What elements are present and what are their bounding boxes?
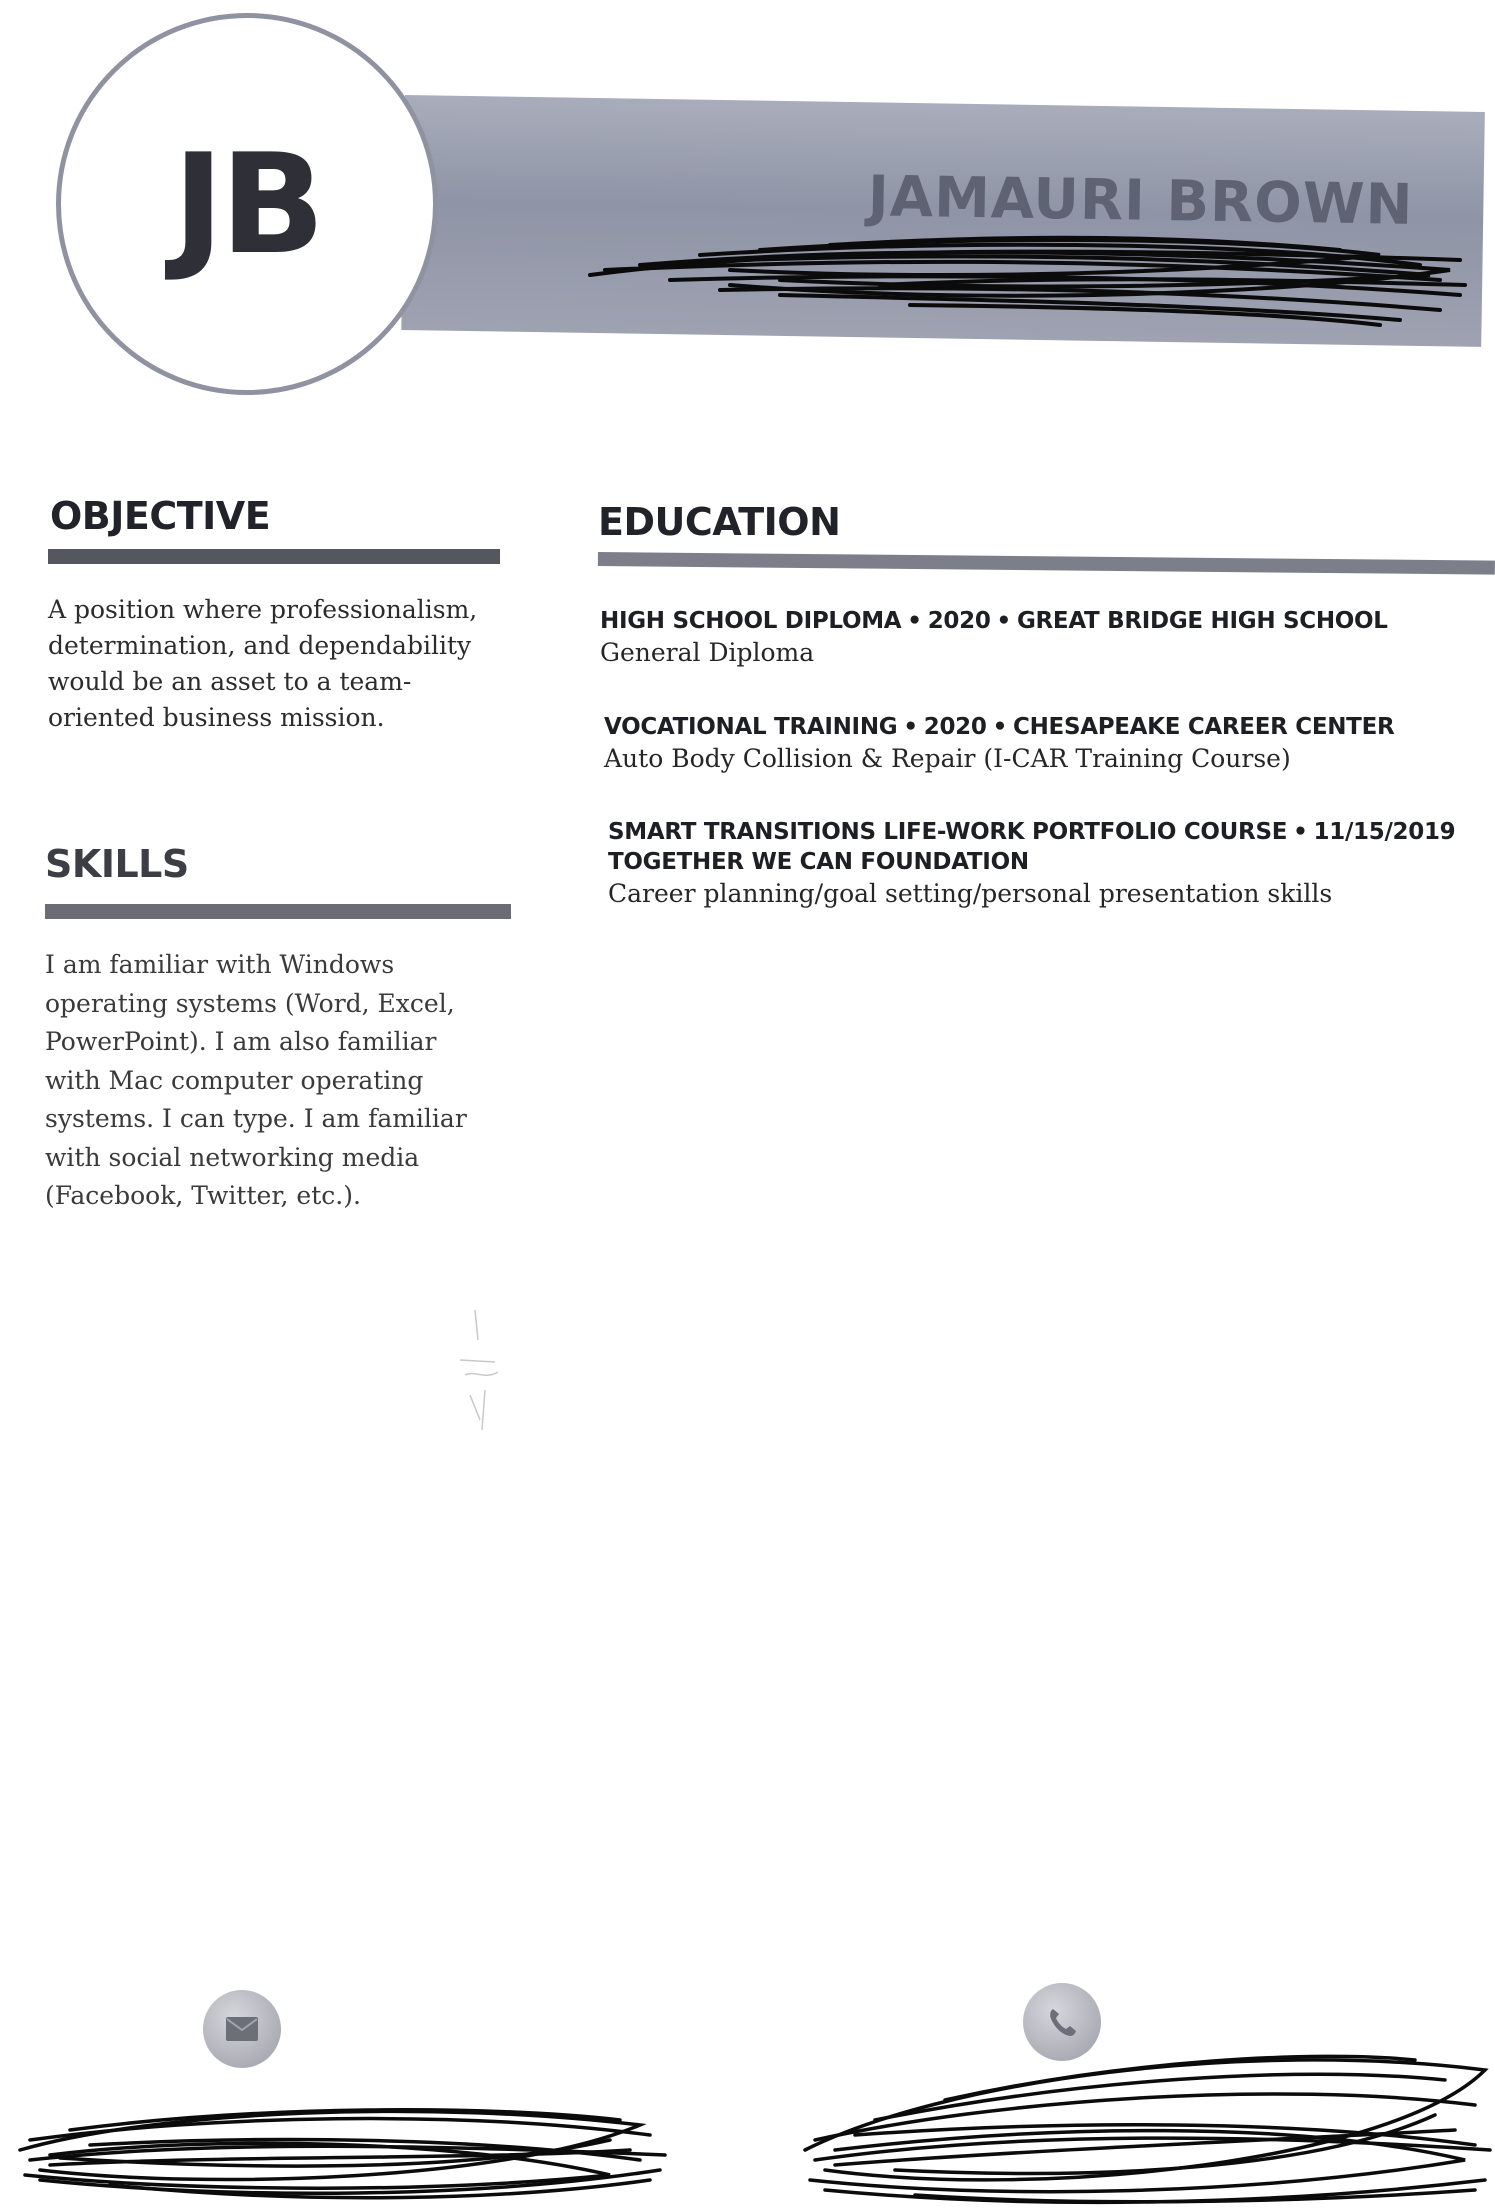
email-envelope-icon — [225, 2016, 259, 2042]
education-entry — [604, 712, 1484, 776]
education-entry — [608, 817, 1488, 911]
objective-line: would be an asset to a team- — [48, 667, 412, 696]
skills-line: PowerPoint). I am also familiar — [45, 1027, 437, 1056]
education-entry-title — [600, 606, 1480, 636]
education-description: Auto Body Collision & Repair (I-CAR Training Course) — [604, 744, 1291, 773]
education-credential: VOCATIONAL TRAINING — [604, 714, 898, 740]
separator-dot: • — [996, 608, 1011, 634]
separator-dot: • — [1293, 819, 1308, 845]
scan-artifact — [450, 1300, 510, 1440]
skills-heading: SKILLS — [45, 842, 189, 886]
education-divider — [598, 552, 1495, 575]
skills-line: systems. I can type. I am familiar — [45, 1104, 467, 1133]
education-date: 2020 — [927, 608, 991, 634]
email-icon — [203, 1990, 281, 2068]
skills-text — [45, 946, 525, 1216]
education-entry-title — [608, 817, 1488, 847]
objective-line: A position where professionalism, — [48, 595, 478, 624]
objective-text — [48, 592, 518, 736]
education-date: 2020 — [923, 714, 987, 740]
separator-dot: • — [907, 608, 922, 634]
education-entry — [600, 606, 1480, 670]
education-description: Career planning/goal setting/personal presentation skills — [608, 879, 1333, 908]
education-credential: SMART TRANSITIONS LIFE-WORK PORTFOLIO COURSE — [608, 819, 1288, 845]
monogram-initials: JB — [172, 123, 322, 285]
monogram-circle — [56, 13, 438, 395]
redaction-scribble-address — [580, 225, 1480, 335]
redaction-scribble-email — [10, 2080, 670, 2210]
education-school: TOGETHER WE CAN FOUNDATION — [608, 849, 1029, 875]
applicant-name: JAMAURI BROWN — [867, 164, 1414, 238]
skills-line: operating systems (Word, Excel, — [45, 988, 455, 1018]
education-date: 11/15/2019 — [1313, 819, 1456, 845]
separator-dot: • — [992, 714, 1007, 740]
education-school: GREAT BRIDGE HIGH SCHOOL — [1016, 608, 1388, 634]
objective-line: oriented business mission. — [48, 703, 385, 732]
skills-divider — [45, 904, 511, 919]
education-school: CHESAPEAKE CAREER CENTER — [1013, 714, 1395, 740]
education-entry-title — [604, 712, 1484, 742]
education-description: General Diploma — [600, 638, 815, 667]
skills-line: I am familiar with Windows — [45, 950, 395, 979]
skills-line: with social networking media — [45, 1142, 420, 1172]
skills-line: with Mac computer operating — [45, 1065, 424, 1095]
objective-line: determination, and dependability — [48, 631, 472, 660]
redaction-scribble-phone — [795, 2020, 1495, 2210]
separator-dot: • — [903, 714, 918, 740]
objective-divider — [48, 549, 500, 564]
skills-line: (Facebook, Twitter, etc.). — [45, 1181, 361, 1210]
education-heading: EDUCATION — [598, 500, 841, 544]
objective-heading: OBJECTIVE — [50, 494, 271, 538]
education-credential: HIGH SCHOOL DIPLOMA — [600, 608, 902, 634]
